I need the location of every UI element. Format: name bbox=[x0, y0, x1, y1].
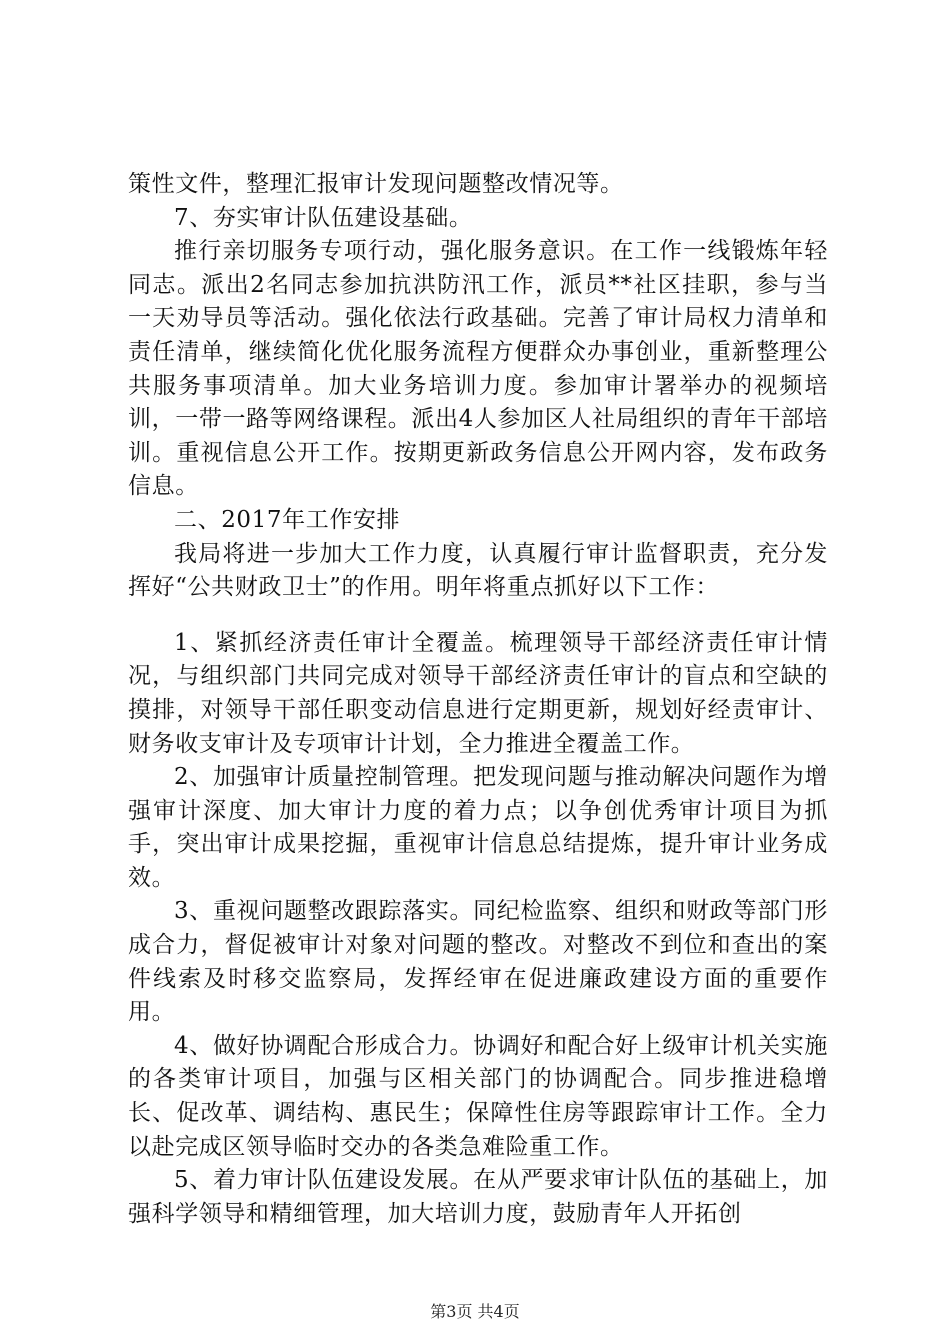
heading-item-7: 7、夯实审计队伍建设基础。 bbox=[174, 204, 473, 231]
document-body bbox=[128, 168, 828, 1231]
paragraph-service-actions: 推行亲切服务专项行动，强化服务意识。在工作一线锻炼年轻同志。派出2名同志参加抗洪防汛工作，派员**社区挂职，参与当一天劝导员等活动。强化依法行政基础。完善了审计局权力清单和责任清单，继续简化优化服务流程方便群众办事创业，重新整理公共服务事项清单。加大业务培训力度。参加审计署举办的视频培训，一带一路等网络课程。派出4人参加区人社局组织的青年干部培训。重视信息公开工作。按期更新政务信息公开网内容，发布政务信息。 bbox=[128, 238, 828, 500]
list-item-5: 5、着力审计队伍建设发展。在从严要求审计队伍的基础上，加强科学领导和精细管理，加大培训力度，鼓励青年人开拓创 bbox=[128, 1167, 828, 1227]
list-item-3: 3、重视问题整改跟踪落实。同纪检监察、组织和财政等部门形成合力，督促被审计对象对问题的整改。对整改不到位和查出的案件线索及时移交监察局，发挥经审在促进廉政建设方面的重要作用。 bbox=[128, 898, 828, 1026]
paragraph-plan-intro: 我局将进一步加大工作力度，认真履行审计监督职责，充分发挥好“公共财政卫士”的作用。明年将重点抓好以下工作： bbox=[128, 540, 828, 601]
paragraph-continuation: 策性文件，整理汇报审计发现问题整改情况等。 bbox=[128, 171, 624, 197]
page-number-footer: 第3页 共4页 bbox=[430, 1302, 520, 1321]
list-item-1: 1、紧抓经济责任审计全覆盖。梳理领导干部经济责任审计情况，与组织部门共同完成对领导干部经济责任审计的盲点和空缺的摸排，对领导干部任职变动信息进行定期更新，规划好经责审计、财务收支审计及专项审计计划，全力推进全覆盖工作。 bbox=[128, 629, 828, 757]
list-item-4: 4、做好协调配合形成合力。协调好和配合好上级审计机关实施的各类审计项目，加强与区相关部门的协调配合。同步推进稳增长、促改革、调结构、惠民生；保障性住房等跟踪审计工作。全力以赴完成区领导临时交办的各类急难险重工作。 bbox=[128, 1032, 828, 1160]
section-heading-2017-plan: 二、2017年工作安排 bbox=[174, 506, 401, 533]
list-item-2: 2、加强审计质量控制管理。把发现问题与推动解决问题作为增强审计深度、加大审计力度的着力点；以争创优秀审计项目为抓手，突出审计成果挖掘，重视审计信息总结提炼，提升审计业务成效。 bbox=[128, 764, 828, 891]
blank-line bbox=[128, 605, 828, 627]
